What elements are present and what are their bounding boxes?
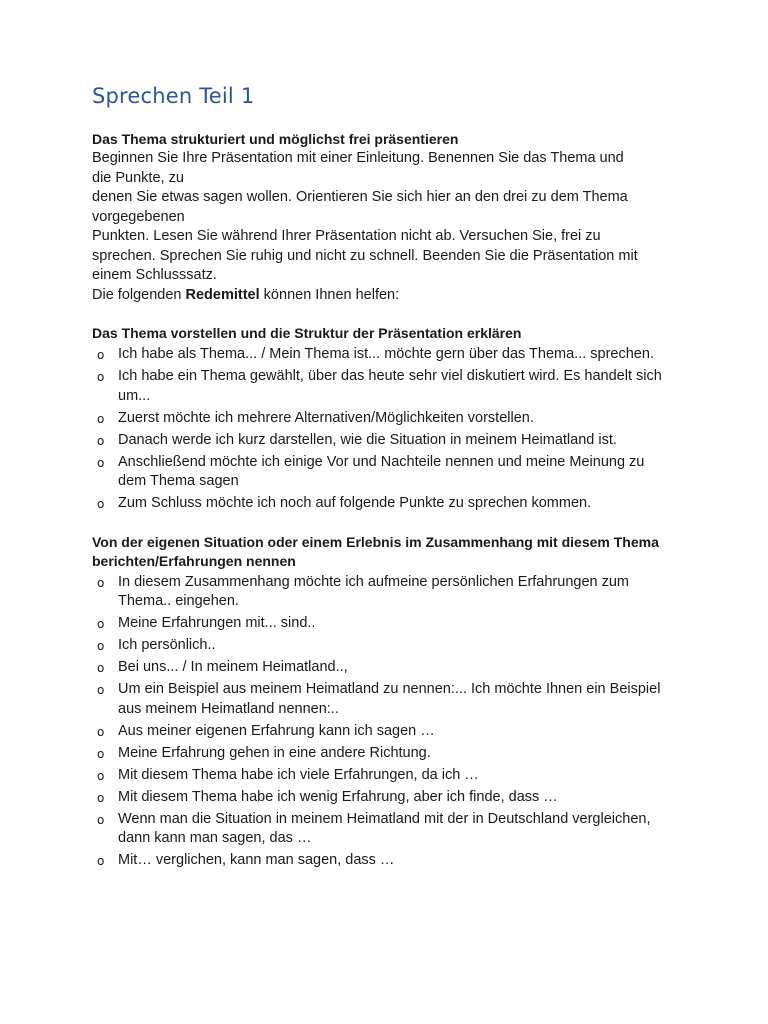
list-item-text: Meine Erfahrung gehen in eine andere Richtung. [118, 744, 431, 761]
list-item-text: Ich habe als Thema... / Mein Thema ist... möchte gern über das Thema... sprechen. [118, 346, 654, 362]
list-item-text: Bei uns... / In meinem Heimatland.., [118, 659, 348, 675]
page-title: Sprechen Teil 1 [92, 84, 255, 108]
list-item [92, 614, 676, 634]
list-item-text: Ich habe ein Thema gewählt, über das heute sehr viel diskutiert wird. Es handelt sich um... [118, 368, 662, 404]
list-item [92, 744, 676, 764]
intro-line: vorgegebenen [92, 208, 185, 225]
list-item-text: Um ein Beispiel aus meinem Heimatland zu nennen:... Ich möchte Ihnen ein Beispiel aus meinem Heimatland nennen:.. [118, 681, 661, 717]
phrase-list [92, 573, 676, 871]
list-item-text: Zum Schluss möchte ich noch auf folgende Punkte zu sprechen kommen. [118, 495, 592, 511]
list-item [92, 409, 676, 429]
bullet-icon: o [97, 746, 105, 761]
list-item-text: Ich persönlich.. [118, 637, 216, 653]
redemittel-bold: Redemittel [185, 286, 260, 303]
list-item [92, 788, 676, 808]
bullet-icon: o [97, 639, 105, 653]
intro-text: können Ihnen helfen: [259, 286, 400, 303]
intro-line: einem Schlusssatz. [92, 267, 217, 283]
bullet-icon: o [97, 724, 105, 739]
section-heading: Das Thema vorstellen und die Struktur der Präsentation erklären [92, 325, 522, 341]
list-item [92, 345, 676, 365]
bullet-icon: o [97, 683, 105, 697]
bullet-icon: o [97, 348, 105, 362]
list-item-text: In diesem Zusammenhang möchte ich aufmeine persönlichen Erfahrungen zum Thema.. eingehen. [118, 573, 629, 609]
list-item-text: Meine Erfahrungen mit... sind.. [118, 615, 316, 631]
intro-text: Die folgenden [92, 286, 186, 303]
list-item [92, 367, 676, 406]
list-item-text: Anschließend möchte ich einige Vor und Nachteile nennen und meine Meinung zu dem Thema sagen [118, 453, 645, 489]
intro-line: Punkten. Lesen Sie während Ihrer Präsentation nicht ab. Versuchen Sie, frei zu [92, 228, 601, 244]
intro-line: sprechen. Sprechen Sie ruhig und nicht zu schnell. Beenden Sie die Präsentation mit [92, 247, 638, 264]
section-structure [92, 324, 676, 514]
bullet-icon: o [97, 370, 105, 384]
list-item-text: Zuerst möchte ich mehrere Alternativen/Möglichkeiten vorstellen. [118, 409, 534, 426]
bullet-icon: o [97, 812, 105, 827]
list-item [92, 658, 676, 678]
list-item [92, 494, 676, 514]
list-item-text: Mit… verglichen, kann man sagen, dass … [118, 852, 395, 868]
bullet-icon: o [97, 617, 105, 631]
list-item [92, 573, 676, 612]
phrase-list [92, 345, 676, 514]
bullet-icon: o [97, 433, 105, 448]
list-item [92, 722, 676, 742]
section-heading: Von der eigenen Situation oder einem Erlebnis im Zusammenhang mit diesem Thema berichten/Erfahrungen nennen [92, 533, 659, 569]
bullet-icon: o [97, 854, 105, 868]
section-experience [92, 533, 676, 871]
list-item-text: Wenn man die Situation in meinem Heimatland mit der in Deutschland vergleichen, dann kann man sagen, das … [118, 810, 651, 846]
intro-line: denen Sie etwas sagen wollen. Orientieren Sie sich hier an den drei zu dem Thema [92, 189, 628, 205]
bullet-icon: o [97, 455, 105, 470]
intro-line: die Punkte, zu [92, 169, 184, 186]
list-item [92, 453, 676, 492]
list-item [92, 680, 676, 719]
list-item-text: Mit diesem Thema habe ich viele Erfahrungen, da ich … [118, 766, 479, 783]
bullet-icon: o [97, 575, 105, 590]
bullet-icon: o [97, 768, 105, 783]
list-item-text: Aus meiner eigenen Erfahrung kann ich sagen … [118, 722, 435, 739]
bullet-icon: o [97, 497, 105, 511]
list-item [92, 431, 676, 451]
list-item-text: Danach werde ich kurz darstellen, wie die Situation in meinem Heimatland ist. [118, 431, 617, 448]
intro-paragraph [92, 149, 676, 305]
list-item [92, 766, 676, 786]
intro-heading: Das Thema strukturiert und möglichst frei präsentieren [92, 131, 459, 147]
intro-line: Beginnen Sie Ihre Präsentation mit einer Einleitung. Benennen Sie das Thema und [92, 150, 624, 166]
list-item-text: Mit diesem Thema habe ich wenig Erfahrung, aber ich finde, dass … [118, 788, 558, 805]
intro-line-redemittel [92, 286, 676, 306]
bullet-icon: o [97, 411, 105, 426]
list-item [92, 851, 676, 871]
list-item [92, 636, 676, 656]
bullet-icon: o [97, 790, 105, 805]
bullet-icon: o [97, 661, 105, 675]
list-item [92, 810, 676, 849]
